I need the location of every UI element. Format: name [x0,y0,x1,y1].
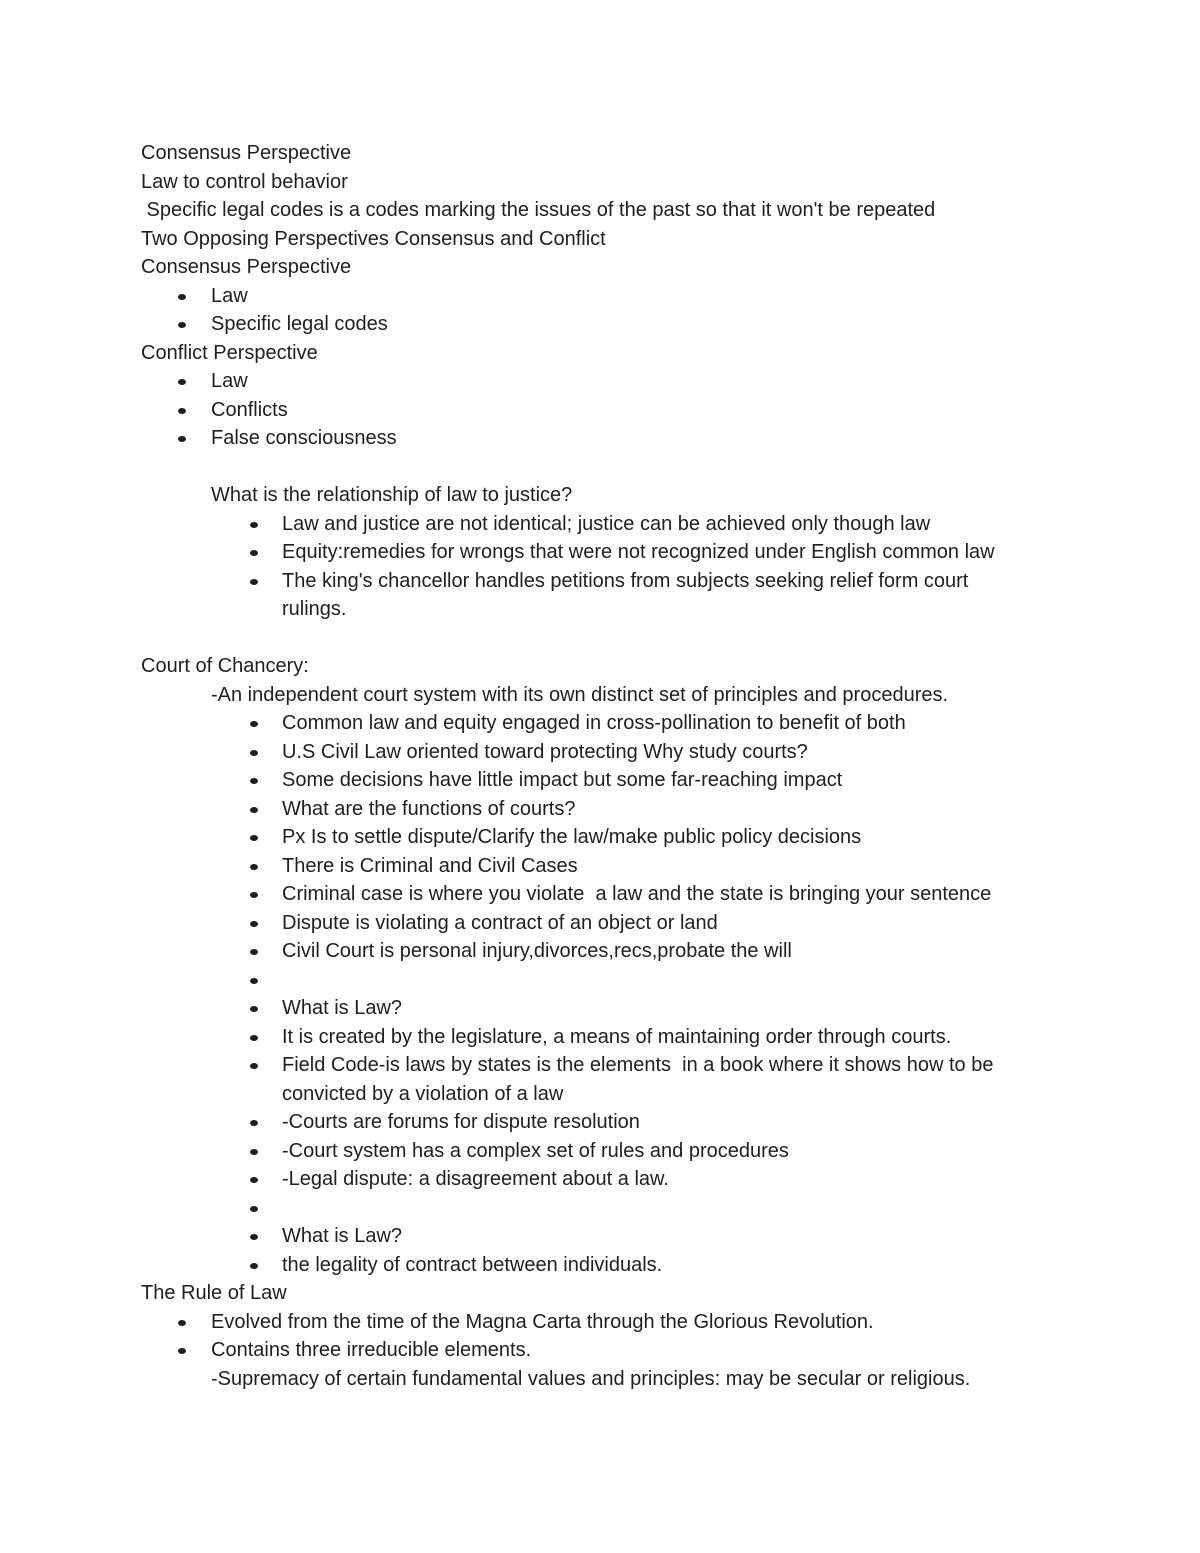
bullet-icon [250,522,258,528]
field-code-continuation: convicted by a violation of a law [282,1082,564,1105]
justice-item-continuation: rulings. [282,598,347,620]
bullet-icon [250,1234,258,1240]
bullet-icon [250,550,258,556]
list-item: Civil Court is personal injury,divorces,recs,probate the will [141,937,1141,966]
bullet-icon [178,379,186,385]
list-item: Field Code-is laws by states is the elements in a book where it shows how to be [141,1051,1141,1080]
bullet-icon [250,579,258,585]
heading-conflict-perspective: Conflict Perspective [141,341,318,364]
list-item-empty [141,1194,1141,1223]
list-item: The king's chancellor handles petitions from subjects seeking relief form court [141,567,1141,596]
bullet-icon [178,436,186,442]
list-item: Law and justice are not identical; justice can be achieved only though law [141,510,1141,539]
bullet-icon [250,1035,258,1041]
bullet-icon [178,1348,186,1354]
list-item: Conflicts [141,396,1141,425]
bullet-icon [250,949,258,955]
bullet-icon [250,978,258,984]
conflict-list [141,367,1141,453]
heading-rule-of-law: The Rule of Law [141,1282,287,1304]
list-item: Criminal case is where you violate a law and the state is bringing your sentence [141,880,1141,909]
bullet-icon [250,1177,258,1183]
bullet-icon [250,1006,258,1012]
heading-consensus-perspective: Consensus Perspective [141,142,352,164]
bullet-icon [250,835,258,841]
justice-question: What is the relationship of law to justice? [211,484,573,506]
bullet-icon [178,322,186,328]
chancery-list [141,709,1141,1080]
bullet-icon [178,1320,186,1326]
list-item: Law [141,282,1141,311]
list-item: -Courts are forums for dispute resolution [141,1108,1141,1137]
text-law-control: Law to control behavior [141,170,348,193]
list-item: False consciousness [141,424,1141,453]
blank-line [141,453,1141,482]
bullet-icon [250,721,258,727]
bullet-icon [250,1120,258,1126]
text-two-perspectives: Two Opposing Perspectives Consensus and Conflict [141,227,606,250]
bullet-icon [250,1263,258,1269]
chancery-intro: -An independent court system with its own distinct set of principles and procedures. [211,683,949,706]
list-item: -Legal dispute: a disagreement about a law. [141,1165,1141,1194]
list-item: What is Law? [141,994,1141,1023]
list-item: There is Criminal and Civil Cases [141,852,1141,881]
list-item-empty [141,966,1141,995]
list-item: Common law and equity engaged in cross-pollination to benefit of both [141,709,1141,738]
heading-consensus-perspective-2: Consensus Perspective [141,256,352,278]
list-item: Dispute is violating a contract of an object or land [141,909,1141,938]
heading-court-of-chancery: Court of Chancery: [141,655,309,677]
list-item: -Court system has a complex set of rules and procedures [141,1137,1141,1166]
list-item: Law [141,367,1141,396]
list-item: Some decisions have little impact but some far-reaching impact [141,766,1141,795]
list-item: Specific legal codes [141,310,1141,339]
list-item: the legality of contract between individuals. [141,1251,1141,1280]
bullet-icon [178,294,186,300]
bullet-icon [250,1206,258,1212]
blank-line [141,624,1141,653]
list-item: It is created by the legislature, a means of maintaining order through courts. [141,1023,1141,1052]
list-item: Contains three irreducible elements. [141,1336,1141,1365]
list-item: What is Law? [141,1222,1141,1251]
rule-continuation: -Supremacy of certain fundamental values and principles: may be secular or religious. [211,1367,971,1390]
bullet-icon [250,892,258,898]
bullet-icon [250,807,258,813]
list-item: Evolved from the time of the Magna Carta through the Glorious Revolution. [141,1308,1141,1337]
list-item: What are the functions of courts? [141,795,1141,824]
bullet-icon [250,864,258,870]
list-item: Equity:remedies for wrongs that were not recognized under English common law [141,538,1141,567]
consensus-list [141,282,1141,339]
bullet-icon [250,921,258,927]
justice-list [141,510,1141,596]
bullet-icon [250,1149,258,1155]
bullet-icon [250,778,258,784]
chancery-list-2 [141,1108,1141,1279]
text-specific-codes: Specific legal codes is a codes marking the issues of the past so that it won't be repeated [141,199,936,221]
document-page [141,139,1141,1393]
bullet-icon [250,750,258,756]
bullet-icon [178,408,186,414]
bullet-icon [250,1063,258,1069]
rule-list [141,1308,1141,1365]
list-item: Px Is to settle dispute/Clarify the law/make public policy decisions [141,823,1141,852]
list-item: U.S Civil Law oriented toward protecting Why study courts? [141,738,1141,767]
